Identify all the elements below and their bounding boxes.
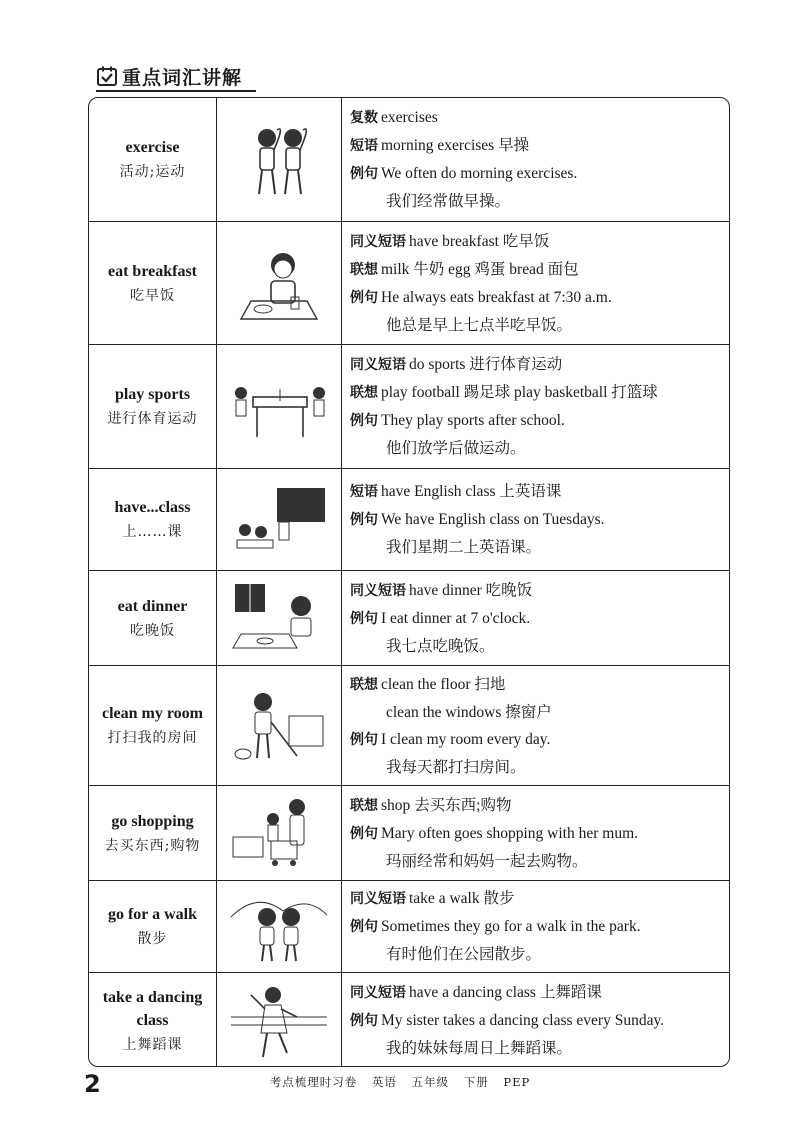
note-line — [350, 605, 729, 633]
example-translation — [350, 848, 729, 875]
translation-text: 有时他们在公园散步。 — [386, 946, 542, 963]
illustration-cell — [216, 571, 342, 665]
vocab-term-chinese: 打扫我的房间 — [107, 730, 198, 746]
note-text: do sports 进行体育运动 — [409, 356, 563, 373]
vocab-term: eat dinner — [117, 597, 188, 615]
note-line — [350, 671, 729, 699]
vocab-term-chinese: 吃早饭 — [130, 287, 175, 304]
note-label: 例句 — [350, 825, 378, 842]
note-text: play football 踢足球 play basketball 打篮球 — [381, 384, 658, 401]
translation-text: 我每天都打扫房间。 — [386, 758, 526, 776]
note-line — [350, 1007, 729, 1035]
vocab-term-cell — [89, 786, 216, 880]
note-text: milk 牛奶 egg 鸡蛋 bread 面包 — [381, 260, 579, 278]
note-line — [350, 104, 729, 132]
translation-text: 我的妹妹每周日上舞蹈课。 — [386, 1040, 573, 1057]
vocab-notes — [342, 222, 729, 344]
illustration-cell — [216, 469, 342, 570]
note-line — [350, 726, 729, 754]
vocab-term: go shopping — [111, 812, 194, 830]
vocab-term-chinese: 上舞蹈课 — [122, 1036, 183, 1053]
note-line — [350, 284, 729, 312]
vocab-term-cell — [89, 222, 216, 344]
vocab-notes — [342, 973, 729, 1067]
vocab-term: take a dancing class — [102, 988, 203, 1029]
footer-subject: 英语 — [371, 1075, 397, 1089]
vocab-notes — [342, 786, 729, 880]
note-text: He always eats breakfast at 7:30 a.m. — [381, 288, 612, 306]
note-text: exercises — [381, 109, 438, 126]
note-label: 短语 — [350, 484, 378, 500]
vocab-term-cell — [89, 973, 216, 1067]
vocab-row — [89, 570, 729, 665]
translation-text: 我们星期二上英语课。 — [386, 539, 542, 556]
vocab-term-cell — [89, 345, 216, 468]
illustration-cell — [216, 881, 342, 972]
kids-exercising-illustration — [227, 120, 331, 200]
example-translation — [350, 435, 729, 462]
illustration-cell — [216, 973, 342, 1067]
vocab-term: play sports — [114, 386, 191, 403]
note-text: We have English class on Tuesdays. — [381, 511, 605, 528]
vocab-term-cell — [89, 469, 216, 570]
note-line — [350, 407, 729, 435]
note-line — [350, 132, 729, 160]
illustration-cell — [216, 666, 342, 785]
note-label: 例句 — [350, 512, 378, 528]
translation-text: 他们放学后做运动。 — [386, 440, 526, 457]
note-label: 同义短语 — [350, 891, 406, 907]
vocab-row — [89, 98, 729, 221]
note-label: 例句 — [350, 289, 378, 306]
illustration-cell — [216, 98, 342, 221]
note-label: 联想 — [350, 385, 378, 401]
note-label: 复数 — [350, 110, 378, 126]
note-label: 例句 — [350, 610, 378, 627]
vocab-term: clean my room — [101, 705, 203, 722]
note-text: clean the floor 扫地 — [381, 675, 506, 693]
vocab-notes — [342, 571, 729, 665]
section-title: 重点词汇讲解 — [122, 66, 243, 89]
note-line — [350, 256, 729, 284]
note-label: 短语 — [350, 138, 378, 154]
note-text: have a dancing class 上舞蹈课 — [409, 984, 602, 1001]
note-text: have breakfast 吃早饭 — [409, 232, 550, 250]
note-label: 联想 — [350, 261, 378, 278]
english-class-illustration — [227, 480, 331, 560]
example-translation — [350, 941, 729, 968]
note-text: clean the windows 擦窗户 — [386, 703, 552, 721]
note-text: morning exercises 早操 — [381, 137, 530, 154]
translation-text: 我们经常做早操。 — [386, 193, 511, 210]
vocab-row — [89, 221, 729, 344]
note-label: 例句 — [350, 919, 378, 935]
vocab-row — [89, 468, 729, 570]
note-line — [350, 885, 729, 913]
vocab-notes — [342, 345, 729, 468]
note-line — [350, 351, 729, 379]
illustration-cell — [216, 345, 342, 468]
vocabulary-table — [88, 97, 730, 1067]
example-translation — [350, 534, 729, 561]
note-text: have English class 上英语课 — [381, 483, 562, 500]
illustration-cell — [216, 786, 342, 880]
vocab-row — [89, 344, 729, 468]
girl-dancing-illustration — [227, 981, 331, 1061]
note-label: 例句 — [350, 413, 378, 429]
note-text: take a walk 散步 — [409, 890, 515, 907]
section-header — [96, 62, 242, 90]
note-line — [350, 506, 729, 534]
example-translation — [350, 312, 729, 339]
translation-text: 玛丽经常和妈妈一起去购物。 — [386, 852, 588, 870]
note-text: I eat dinner at 7 o'clock. — [381, 609, 531, 627]
note-label: 例句 — [350, 166, 378, 182]
vocab-row — [89, 785, 729, 880]
vocab-term: exercise — [125, 139, 180, 156]
note-line — [350, 979, 729, 1007]
vocab-term: eat breakfast — [107, 262, 198, 280]
note-text: Sometimes they go for a walk in the park. — [381, 918, 641, 935]
translation-text: 他总是早上七点半吃早饭。 — [386, 316, 573, 334]
footer-grade: 五年级 — [411, 1075, 450, 1089]
note-text: have dinner 吃晚饭 — [409, 581, 533, 599]
note-line — [350, 160, 729, 188]
footer-volume: 下册 — [463, 1075, 489, 1089]
vocab-term-chinese: 上……课 — [122, 524, 183, 540]
note-line — [350, 577, 729, 605]
note-label: 同义短语 — [350, 233, 406, 250]
vocab-notes — [342, 469, 729, 570]
vocab-term: have...class — [114, 499, 191, 516]
footer-book: 考点梳理时习卷 — [269, 1075, 358, 1089]
note-line — [350, 792, 729, 820]
vocab-notes — [342, 881, 729, 972]
note-text: Mary often goes shopping with her mum. — [381, 824, 639, 842]
vocab-term-cell — [89, 881, 216, 972]
vocab-notes — [342, 666, 729, 785]
vocab-term-chinese: 散步 — [137, 931, 168, 947]
example-translation — [350, 1035, 729, 1062]
vocab-term-chinese: 去买东西;购物 — [104, 837, 201, 854]
note-line — [350, 379, 729, 407]
kids-playing-ping-pong-illustration — [227, 367, 331, 447]
vocab-row — [89, 972, 729, 1067]
note-line — [350, 478, 729, 506]
note-label: 例句 — [350, 1013, 378, 1029]
vocab-term-cell — [89, 98, 216, 221]
vocab-term-cell — [89, 571, 216, 665]
kids-walking-in-park-illustration — [227, 887, 331, 967]
note-label: 联想 — [350, 797, 378, 814]
girl-eating-dinner-illustration — [227, 578, 331, 658]
example-translation — [350, 188, 729, 215]
note-text: They play sports after school. — [381, 412, 565, 429]
example-translation — [350, 633, 729, 660]
vocab-term-chinese: 活动;运动 — [119, 164, 186, 180]
note-label: 联想 — [350, 676, 378, 693]
note-line — [350, 913, 729, 941]
vocab-term-chinese: 吃晚饭 — [130, 622, 175, 639]
illustration-cell — [216, 222, 342, 344]
note-text: shop 去买东西;购物 — [381, 796, 512, 814]
note-text: I clean my room every day. — [381, 730, 551, 748]
note-line — [350, 228, 729, 256]
checklist-icon — [96, 65, 118, 87]
note-label: 同义短语 — [350, 582, 406, 599]
note-text: My sister takes a dancing class every Sunday. — [381, 1012, 665, 1029]
header-underline — [96, 90, 256, 92]
vocab-term: go for a walk — [107, 906, 198, 923]
vocab-term-chinese: 进行体育运动 — [107, 411, 198, 427]
note-label: 同义短语 — [350, 357, 406, 373]
note-text: We often do morning exercises. — [381, 165, 578, 182]
translation-text: 我七点吃晚饭。 — [386, 637, 495, 655]
vocab-term-cell — [89, 666, 216, 785]
vocab-row — [89, 665, 729, 785]
footer-edition: PEP — [503, 1075, 531, 1089]
note-line-continued — [350, 699, 729, 726]
mother-daughter-shopping-illustration — [227, 793, 331, 873]
note-label: 例句 — [350, 731, 378, 748]
vocab-row — [89, 880, 729, 972]
example-translation — [350, 754, 729, 781]
vocab-notes — [342, 98, 729, 221]
footer — [0, 1074, 800, 1090]
boy-eating-breakfast-illustration — [227, 243, 331, 323]
page-number: 2 — [84, 1070, 101, 1098]
girl-vacuuming-illustration — [227, 686, 331, 766]
note-line — [350, 820, 729, 848]
note-label: 同义短语 — [350, 985, 406, 1001]
